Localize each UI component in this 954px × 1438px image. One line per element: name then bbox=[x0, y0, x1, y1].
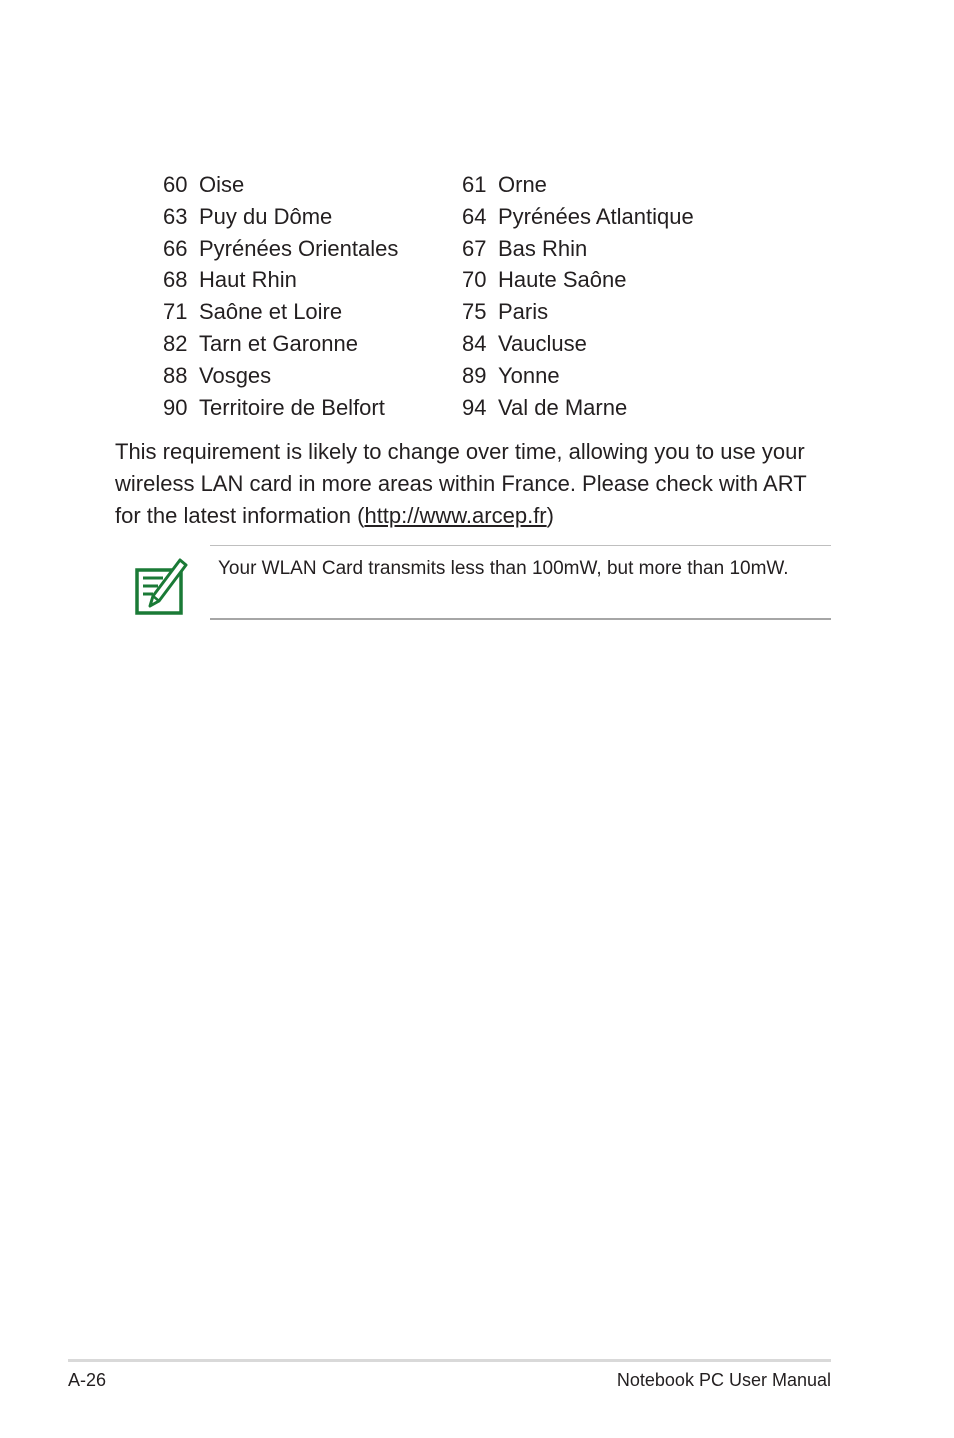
department-item bbox=[462, 392, 762, 424]
department-item bbox=[163, 201, 462, 233]
department-number: 66 bbox=[163, 235, 188, 261]
department-name: Vaucluse bbox=[498, 330, 587, 356]
department-item bbox=[462, 233, 762, 265]
department-number: 67 bbox=[462, 235, 487, 261]
department-item bbox=[163, 328, 462, 360]
department-number: 64 bbox=[462, 203, 487, 229]
department-number: 70 bbox=[462, 267, 487, 293]
note-pencil-icon bbox=[134, 556, 188, 616]
department-name: Haute Saône bbox=[498, 267, 627, 293]
manual-title: Notebook PC User Manual bbox=[616, 1370, 831, 1390]
requirement-paragraph bbox=[115, 436, 835, 532]
department-name: Orne bbox=[498, 172, 547, 197]
department-item bbox=[163, 392, 462, 424]
department-name: Tarn et Garonne bbox=[199, 330, 358, 356]
department-number: 90 bbox=[163, 394, 188, 420]
department-number: 88 bbox=[163, 362, 188, 388]
paragraph-text: This requirement is likely to change over time, allowing you to use your wireless LAN card in more areas within France. Please check with ART for the latest information ( bbox=[115, 439, 807, 528]
department-number: 75 bbox=[462, 299, 487, 325]
department-name: Saône et Loire bbox=[199, 299, 343, 325]
department-number: 61 bbox=[462, 172, 487, 197]
department-item bbox=[462, 296, 762, 328]
department-number: 63 bbox=[163, 203, 188, 229]
department-item bbox=[462, 201, 762, 233]
department-item bbox=[163, 360, 462, 392]
note-box bbox=[210, 545, 831, 620]
department-item bbox=[462, 264, 762, 296]
department-name: Bas Rhin bbox=[498, 235, 588, 261]
paragraph-tail: ) bbox=[546, 503, 554, 528]
department-number: 89 bbox=[462, 362, 487, 388]
department-item bbox=[163, 264, 462, 296]
department-number: 60 bbox=[163, 172, 188, 197]
department-name: Val de Marne bbox=[498, 394, 628, 420]
department-number: 68 bbox=[163, 267, 188, 293]
department-item bbox=[462, 169, 762, 201]
department-number: 82 bbox=[163, 330, 188, 356]
department-item bbox=[462, 328, 762, 360]
department-name: Territoire de Belfort bbox=[199, 394, 385, 420]
department-item bbox=[462, 360, 762, 392]
department-number: 94 bbox=[462, 394, 487, 420]
department-item bbox=[163, 296, 462, 328]
page-number: A-26 bbox=[68, 1370, 107, 1390]
department-name: Haut Rhin bbox=[199, 267, 297, 293]
department-name: Pyrénées Orientales bbox=[199, 235, 399, 261]
note-text: Your WLAN Card transmits less than 100mW, but more than 10mW. bbox=[218, 558, 789, 579]
department-name: Vosges bbox=[199, 362, 272, 388]
department-list bbox=[163, 169, 763, 423]
department-name: Yonne bbox=[498, 362, 560, 388]
department-name: Paris bbox=[498, 299, 549, 325]
footer-divider bbox=[68, 1359, 831, 1362]
department-name: Puy du Dôme bbox=[199, 203, 333, 229]
department-name: Pyrénées Atlantique bbox=[498, 203, 694, 229]
arcep-link[interactable]: http://www.arcep.fr bbox=[364, 503, 547, 528]
department-item bbox=[163, 169, 462, 201]
department-number: 71 bbox=[163, 299, 188, 325]
department-number: 84 bbox=[462, 330, 487, 356]
department-name: Oise bbox=[199, 172, 245, 197]
department-item bbox=[163, 233, 462, 265]
